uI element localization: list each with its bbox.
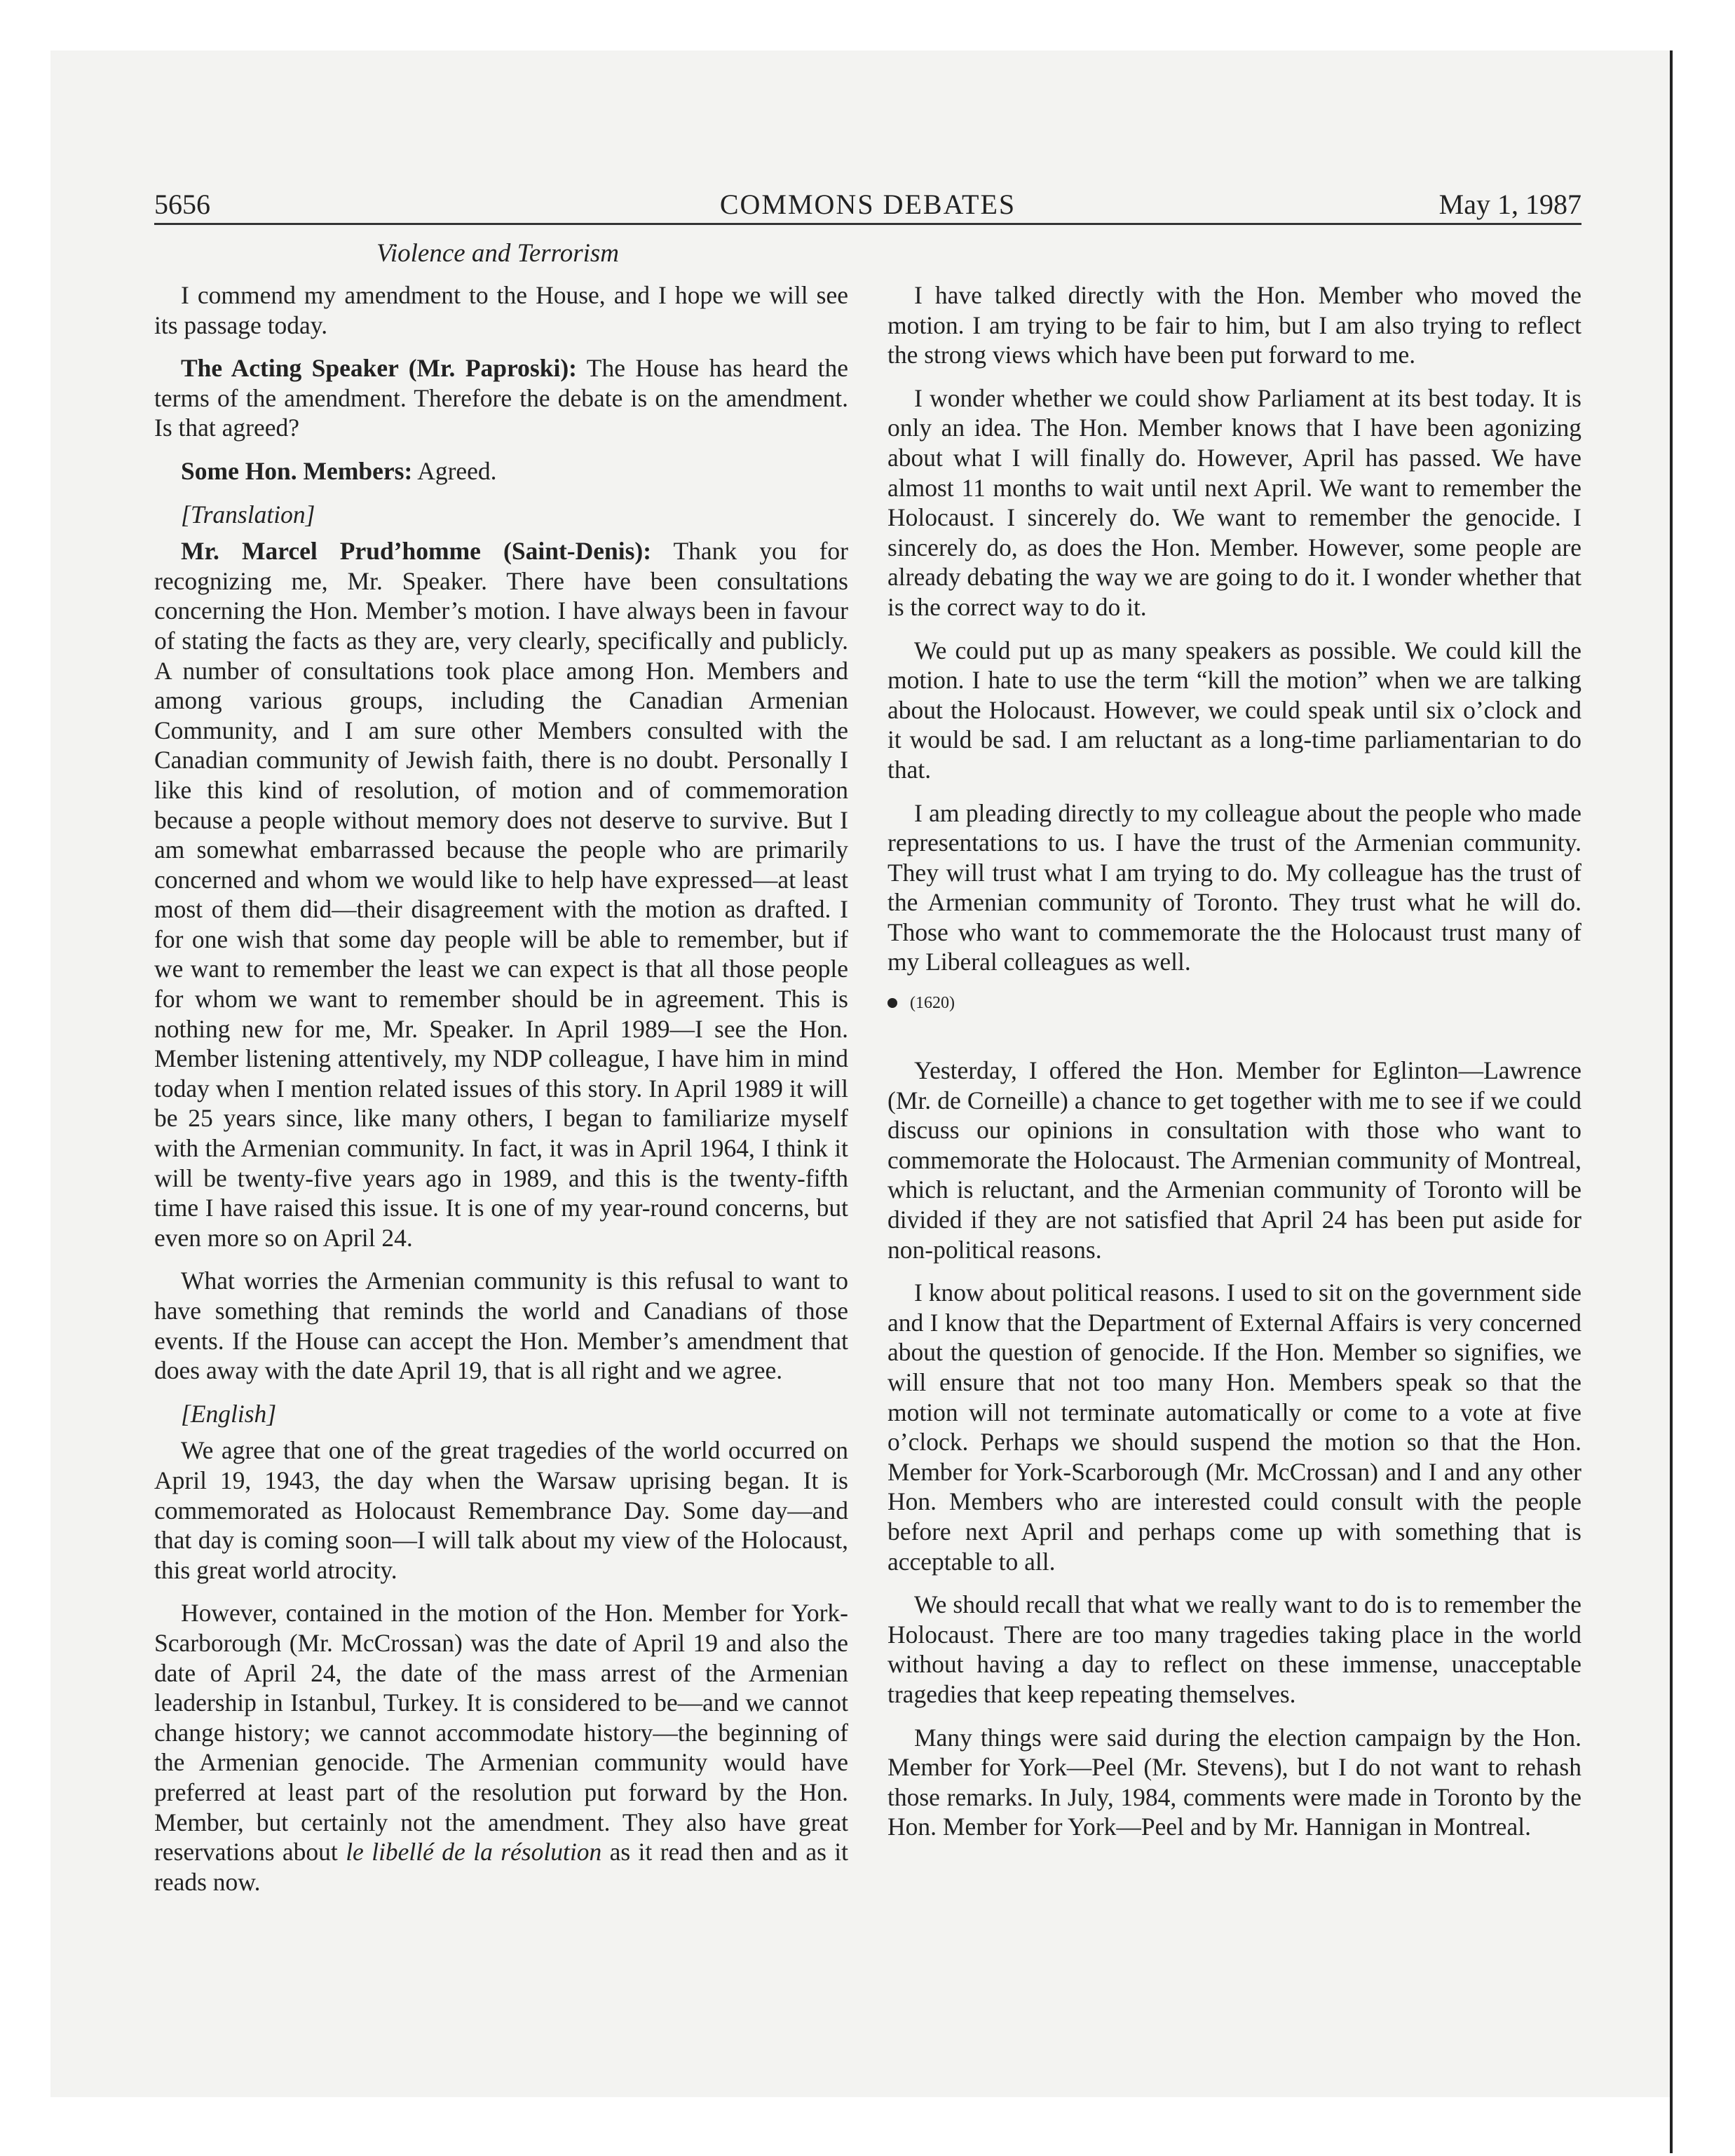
time-marker [887, 992, 1581, 1014]
language-marker: [Translation] [181, 500, 315, 528]
paragraph [154, 536, 848, 1253]
speaker-name: Mr. Marcel Prud’homme (Saint-Denis): [181, 537, 652, 566]
language-marker: [English] [181, 1399, 277, 1428]
paragraph: I have talked directly with the Hon. Member who moved the motion. I am trying to be fair to him, but I am also trying to reflect the strong views which have been put forward to me. [887, 281, 1581, 369]
paragraph: Many things were said during the election campaign by the Hon. Member for York—Peel (Mr. Stevens), but I do not want to rehash those remarks. In July, 1984, comments were made in Toronto by the Hon. Member for York—Peel and by Mr. Hannigan in Montreal. [887, 1723, 1581, 1841]
speech-text: However, contained in the motion of the Hon. Member for York-Scarborough (Mr. McCrossan) was the date of April 19 and also the date of April 24, the date of the mass arrest of the Armenian leadership in Istanbul, Turkey. It is considered to be—and we cannot change history; we cannot accommodate history—the beginning of the Armenian genocide. The Armenian community would have preferred at least part of the resolution put forward by the Hon. Member, but certainly not the amendment. They also have great reservations about [154, 1599, 848, 1867]
section-title: Violence and Terrorism [376, 239, 619, 268]
time-code: (1620) [910, 994, 955, 1013]
paragraph: I am pleading directly to my colleague about the people who made representations to us. I have the trust of the Armenian community. They will trust what I am trying to do. My colleague has the trust of the Armenian community of Toronto. They trust what he will do. Those who want to commemorate the the Holocaust trust many of my Liberal colleagues as well. [887, 798, 1581, 976]
speech-text: as it read then and as it reads now. [154, 1838, 849, 1896]
paragraph: I wonder whether we could show Parliament at its best today. It is only an idea. The Hon. Member knows that I have been agonizing about what I will finally do. However, April has passed. We have almost 11 months to wait until next April. We want to remember the Holocaust. I sincerely do. We want to remember the genocide. I sincerely do, as does the Hon. Member. However, some people are already debating the way we are going to do it. I wonder whether that is the correct way to do it. [887, 383, 1581, 621]
running-header [154, 184, 1581, 225]
paragraph: I commend my amendment to the House, and I hope we will see its passage today. [154, 281, 848, 339]
page-number: 5656 [154, 189, 210, 220]
paragraph: We should recall that what we really want to do is to remember the Holocaust. There are too many tragedies taking place in the world without having a day to reflect on these immense, unacceptable tragedies that keep repeating themselves. [887, 1590, 1581, 1708]
bullet-icon [887, 998, 897, 1008]
language-label: English [190, 1399, 267, 1428]
paragraph: We could put up as many speakers as possible. We could kill the motion. I hate to use the term “kill the motion” when we are talking about the Holocaust. However, we could speak until six o’clock and it would be sad. I am reluctant as a long-time parliamentarian to do that. [887, 636, 1581, 784]
paragraph [154, 353, 848, 443]
speaker-name: Some Hon. Members: [181, 456, 413, 485]
paragraph: We agree that one of the great tragedies of the world occurred on April 19, 1943, the day when the Warsaw uprising began. It is commemorated as Holocaust Remembrance Day. Some day—and that day is coming soon—I will talk about my view of the Holocaust, this great world atrocity. [154, 1436, 848, 1584]
scan-edge-line [1670, 50, 1673, 2153]
speaker-name: The Acting Speaker (Mr. Paproski): [181, 354, 577, 383]
speech-text: Agreed. [412, 456, 497, 485]
paragraph: What worries the Armenian community is this refusal to want to have something that reminds the world and Canadians of those events. If the House can accept the Hon. Member’s amendment that does away with the date April 19, that is all right and we agree. [154, 1267, 848, 1385]
issue-date: May 1, 1987 [1438, 189, 1581, 220]
left-column [154, 280, 848, 1910]
language-label: Translation [190, 500, 306, 528]
italic-phrase: le libellé de la résolution [346, 1838, 602, 1867]
right-column [887, 280, 1581, 1855]
speech-text: Thank you for recognizing me, Mr. Speaker. There have been consultations concerning the Hon. Member’s motion. I have always been in favour of stating the facts as they are, very clearly, specifically and publicly. A number of consultations took place among Hon. Members and among various groups, including the Canadian Armenian Community, and I am sure other Members consulted with the Canadian community of Jewish faith, there is no doubt. Personally I like this kind of resolution, of motion and of commemoration because a people without memory does not deserve to survive. But I am somewhat embarrassed because the people who are primarily concerned and whom we would like to help have expressed—at least most of them did—their disagreement with the motion as drafted. I for one wish that some day people will be able to remember, but if we want to remember the least we can expect is that all those people for whom we want to remember should be in agreement. This is nothing new for me, Mr. Speaker. In April 1989—I see the Hon. Member listening attentively, my NDP colleague, I have him in mind today when I mention related issues of this story. In April 1989 it will be 25 years since, like many others, I began to familiarize myself with the Armenian community. In fact, it was in April 1964, I think it will be twenty-five years ago in 1989, and this is the twenty-fifth time I have raised this issue. It is one of my year-round concerns, but even more so on April 24. [154, 537, 848, 1252]
paragraph: I know about political reasons. I used to sit on the government side and I know that the Department of External Affairs is very concerned about the question of genocide. If the Hon. Member so signifies, we will ensure that not too many Hon. Members speak so that the motion will not terminate automatically or come to a vote at five o’clock. Perhaps we should suspend the motion so that the Hon. Member for York-Scarborough (Mr. McCrossan) and I and any other Hon. Members who are interested could consult with the people before next April and perhaps come up with something that is acceptable to all. [887, 1278, 1581, 1576]
journal-title: COMMONS DEBATES [719, 189, 1016, 220]
speech-text: The House has heard the terms of the amendment. Therefore the debate is on the amendment. Is that agreed? [154, 354, 848, 442]
paragraph: Yesterday, I offered the Hon. Member for Eglinton—Lawrence (Mr. de Corneille) a chance to get together with me to see if we could discuss our opinions in consultation with those who want to commemorate the Holocaust. The Armenian community of Montreal, which is reluctant, and the Armenian community of Toronto will be divided if they are not satisfied that April 24 has been put aside for non-political reasons. [887, 1056, 1581, 1264]
paragraph [154, 456, 848, 486]
paragraph [154, 1598, 848, 1897]
